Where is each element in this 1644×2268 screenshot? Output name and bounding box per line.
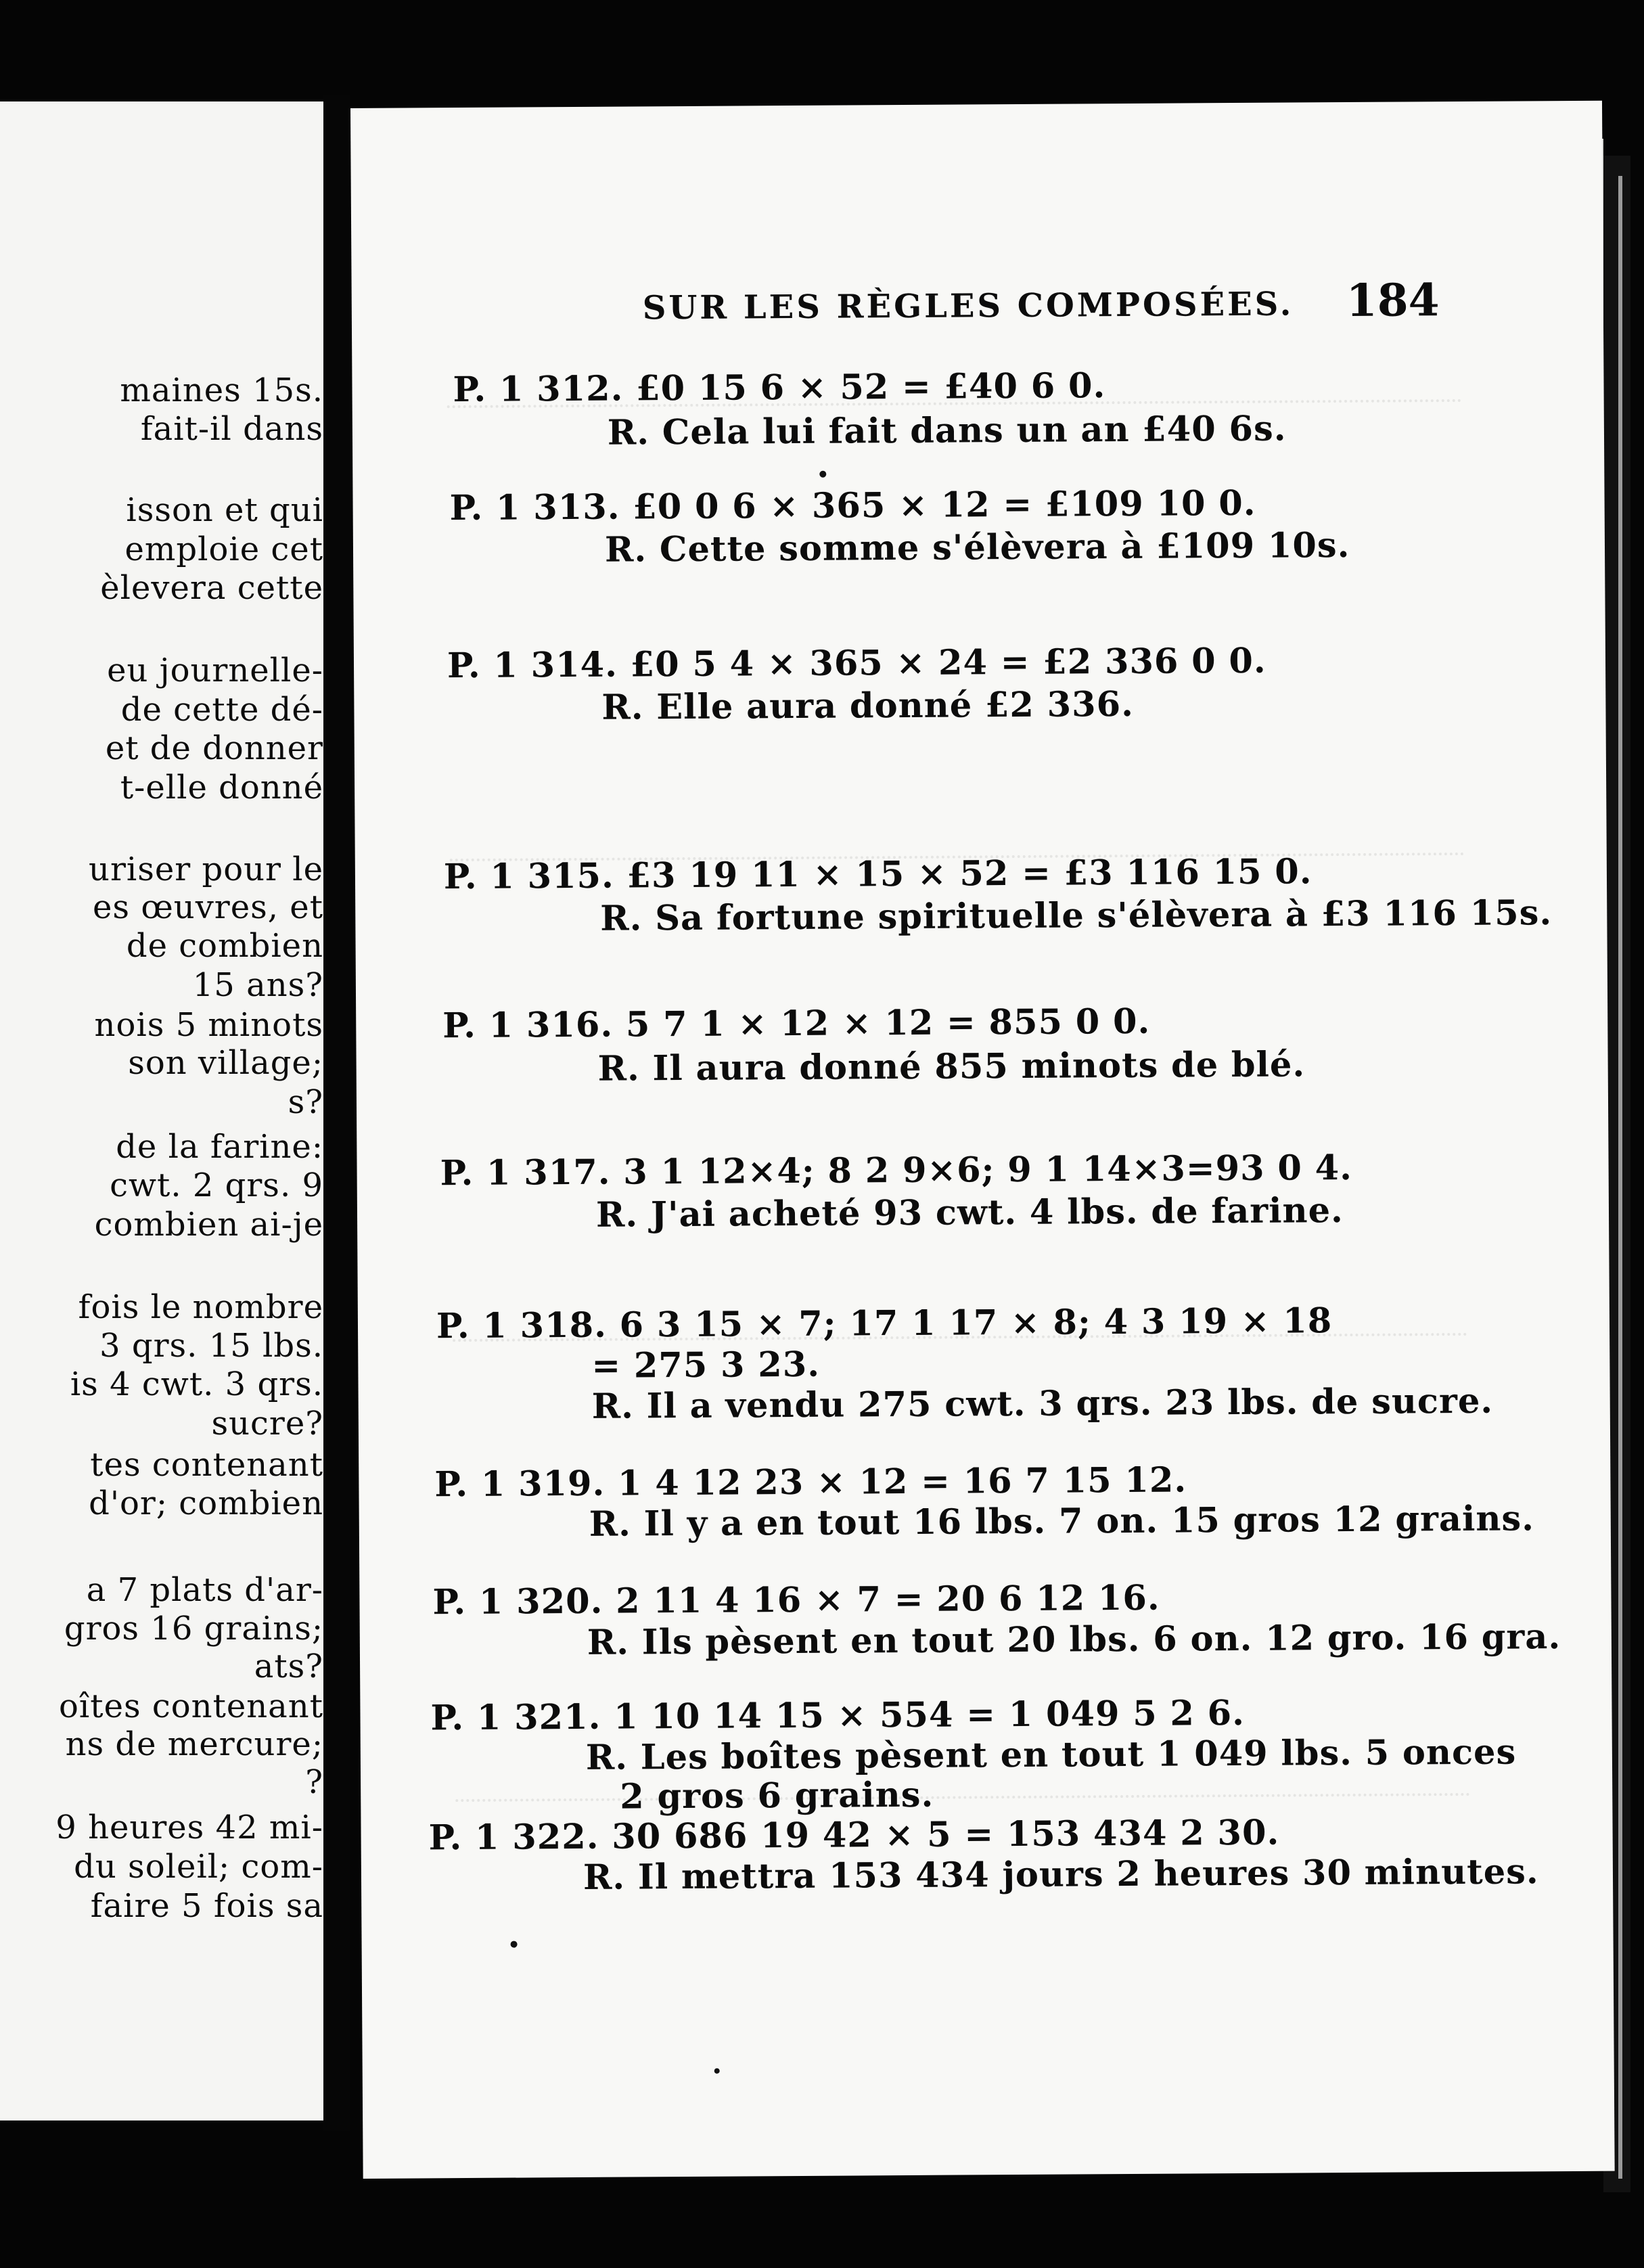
ink-speck: [511, 1941, 518, 1948]
left-page-line: emploie cet: [124, 530, 323, 568]
left-page-line: es œuvres, et: [93, 888, 323, 926]
left-page-line: fois le nombre: [78, 1288, 323, 1326]
problem-continuation: = 275 3 23.: [591, 1344, 821, 1386]
running-header: SUR LES RÈGLES COMPOSÉES.: [642, 285, 1294, 327]
left-page-line: ns de mercure;: [65, 1725, 323, 1763]
left-page-line: ?: [305, 1763, 323, 1801]
left-page-line: 15 ans?: [192, 966, 323, 1004]
left-page-line: maines 15s.: [120, 371, 323, 409]
left-page-line: gros 16 grains;: [64, 1610, 323, 1648]
problem-line: P. 1 315. £3 19 11 × 15 × 52 = £3 116 15 0.: [443, 851, 1312, 898]
answer-line: R. Les boîtes pèsent en tout 1 049 lbs. 5 onces: [585, 1731, 1517, 1778]
problem-line: P. 1 321. 1 10 14 15 × 554 = 1 049 5 2 6.: [430, 1692, 1246, 1739]
left-page-line: eu journelle-: [107, 652, 323, 689]
problem-line: P. 1 318. 6 3 15 × 7; 17 1 17 × 8; 4 3 19 × 18: [436, 1300, 1333, 1347]
answer-line: R. Cela lui fait dans un an £40 6s.: [607, 408, 1287, 453]
left-page-line: s?: [288, 1083, 323, 1121]
problem-line: P. 1 314. £0 5 4 × 365 × 24 = £2 336 0 0.: [447, 640, 1266, 687]
left-page-line: uriser pour le: [89, 850, 323, 888]
problem-line: P. 1 312. £0 15 6 × 52 = £40 6 0.: [453, 365, 1106, 411]
answer-line: R. Il y a en tout 16 lbs. 7 on. 15 gros 12 grains.: [589, 1498, 1535, 1545]
left-page-line: et de donner: [105, 729, 323, 767]
answer-line: R. Elle aura donné £2 336.: [601, 683, 1135, 728]
problem-line: P. 1 319. 1 4 12 23 × 12 = 16 7 15 12.: [434, 1459, 1187, 1505]
left-page-line: is 4 cwt. 3 qrs.: [70, 1365, 323, 1403]
right-page: [350, 101, 1615, 2179]
left-page-line: du soleil; com-: [74, 1848, 323, 1886]
problem-line: P. 1 317. 3 1 12×4; 8 2 9×6; 9 1 14×3=93 0 4.: [440, 1147, 1353, 1194]
answer-line: R. Cette somme s'élèvera à £109 10s.: [604, 524, 1350, 570]
problem-line: P. 1 313. £0 0 6 × 365 × 12 = £109 10 0.: [449, 482, 1256, 529]
binding-line: [1618, 176, 1622, 2179]
ink-speck: [714, 2068, 720, 2074]
show-through: [455, 1793, 1470, 1815]
left-page-line: isson et qui: [126, 491, 323, 529]
left-page-line: de cette dé-: [120, 691, 323, 729]
left-facing-page: [0, 101, 323, 2120]
left-page-line: 3 qrs. 15 lbs.: [99, 1327, 323, 1365]
problem-line: P. 1 316. 5 7 1 × 12 × 12 = 855 0 0.: [442, 1001, 1151, 1047]
answer-line: R. Il mettra 153 434 jours 2 heures 30 minutes.: [583, 1851, 1539, 1898]
left-page-line: faire 5 fois sa: [90, 1887, 323, 1925]
page-number: 184: [1346, 273, 1440, 327]
ink-speck: [819, 471, 826, 478]
book-gutter: [323, 95, 350, 2131]
left-page-line: de la farine:: [116, 1128, 323, 1166]
answer-line: R. J'ai acheté 93 cwt. 4 lbs. de farine.: [595, 1190, 1344, 1235]
left-page-line: oîtes contenant: [59, 1687, 323, 1725]
left-page-line: sucre?: [211, 1405, 323, 1443]
answer-line: R. Ils pèsent en tout 20 lbs. 6 on. 12 gro. 16 gra.: [587, 1616, 1561, 1663]
problem-line: P. 1 322. 30 686 19 42 × 5 = 153 434 2 30.: [428, 1812, 1280, 1859]
left-page-line: d'or; combien: [89, 1484, 323, 1522]
left-page-line: 9 heures 42 mi-: [55, 1809, 323, 1846]
left-page-line: a 7 plats d'ar-: [86, 1571, 323, 1609]
answer-line: R. Il aura donné 855 minots de blé.: [597, 1044, 1306, 1089]
left-page-line: de combien: [126, 927, 323, 965]
problem-line: P. 1 320. 2 11 4 16 × 7 = 20 6 12 16.: [432, 1577, 1160, 1623]
answer-line: R. Il a vendu 275 cwt. 3 qrs. 23 lbs. de sucre.: [591, 1380, 1494, 1427]
left-page-line: cwt. 2 qrs. 9: [110, 1166, 323, 1204]
answer-line: R. Sa fortune spirituelle s'élèvera à £3 116 15s.: [600, 892, 1553, 939]
left-page-line: nois 5 minots: [94, 1006, 323, 1044]
answer-line: 2 gros 6 grains.: [620, 1774, 934, 1817]
left-page-line: fait-il dans: [140, 410, 323, 448]
left-page-line: ats?: [254, 1648, 323, 1685]
left-page-line: t-elle donné: [120, 769, 323, 807]
left-page-line: èlevera cette: [100, 569, 323, 607]
left-page-line: tes contenant: [90, 1446, 323, 1484]
left-page-line: son village;: [128, 1044, 323, 1082]
left-page-line: combien ai-je: [94, 1206, 323, 1244]
